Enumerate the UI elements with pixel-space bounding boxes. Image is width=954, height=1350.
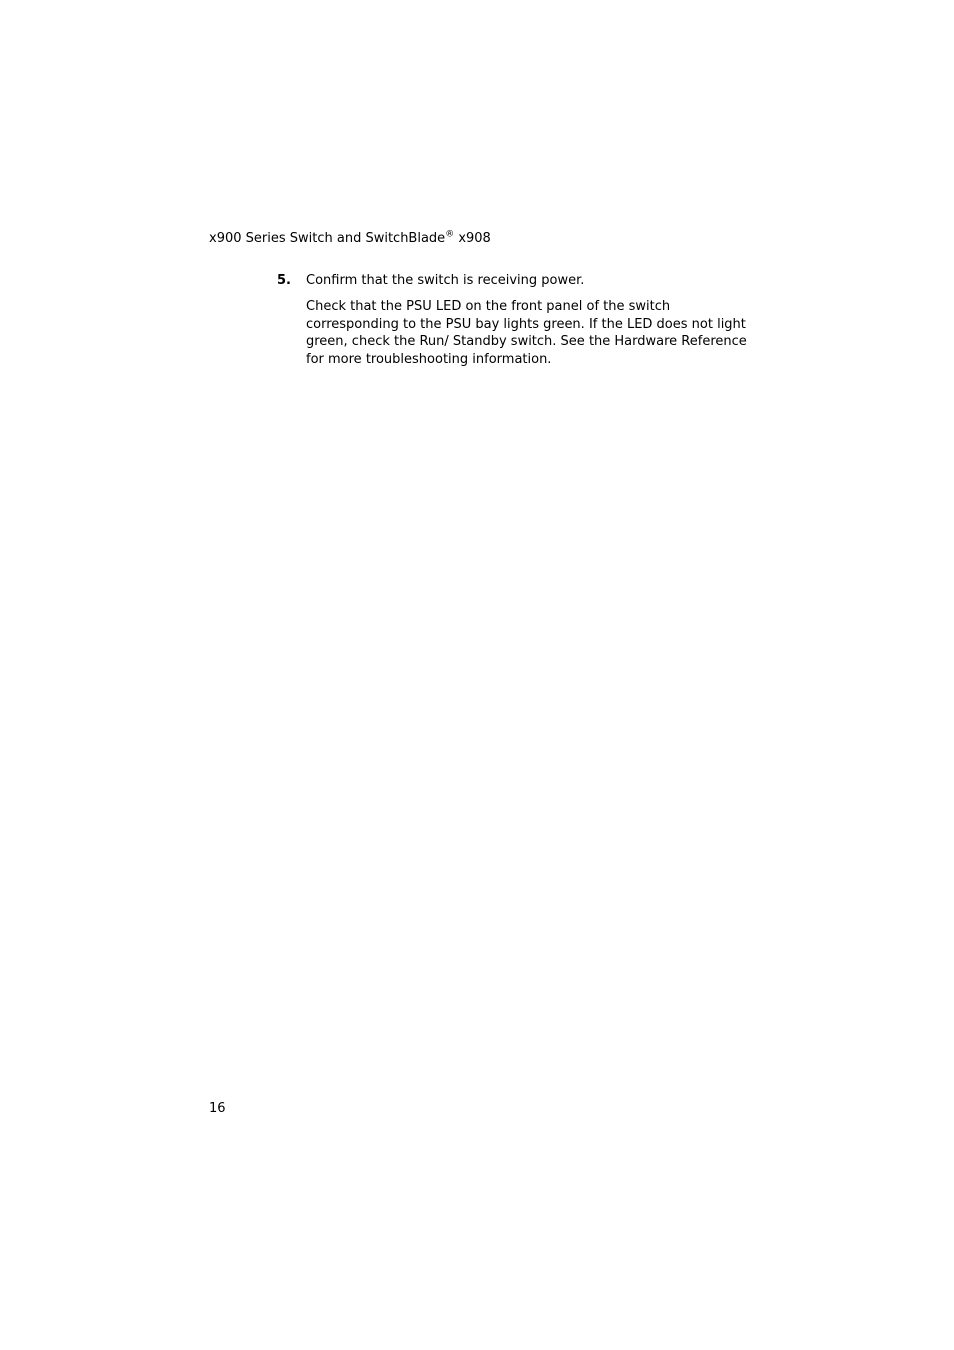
page-number: 16 (209, 1101, 226, 1116)
registered-trademark-mark: ® (445, 229, 455, 240)
header-title-suffix: x908 (454, 231, 491, 246)
header-title-prefix: x900 Series Switch and SwitchBlade (209, 231, 446, 246)
step-number: 5. (277, 273, 291, 288)
step-body: Check that the PSU LED on the front panel of the switch corresponding to the PSU bay lights green. If the LED does not light green, check the Run/ Standby switch. See the Hardware Reference for more troubleshooting information. (306, 299, 747, 368)
step-title: Confirm that the switch is receiving power. (306, 273, 585, 288)
running-header (209, 229, 491, 249)
